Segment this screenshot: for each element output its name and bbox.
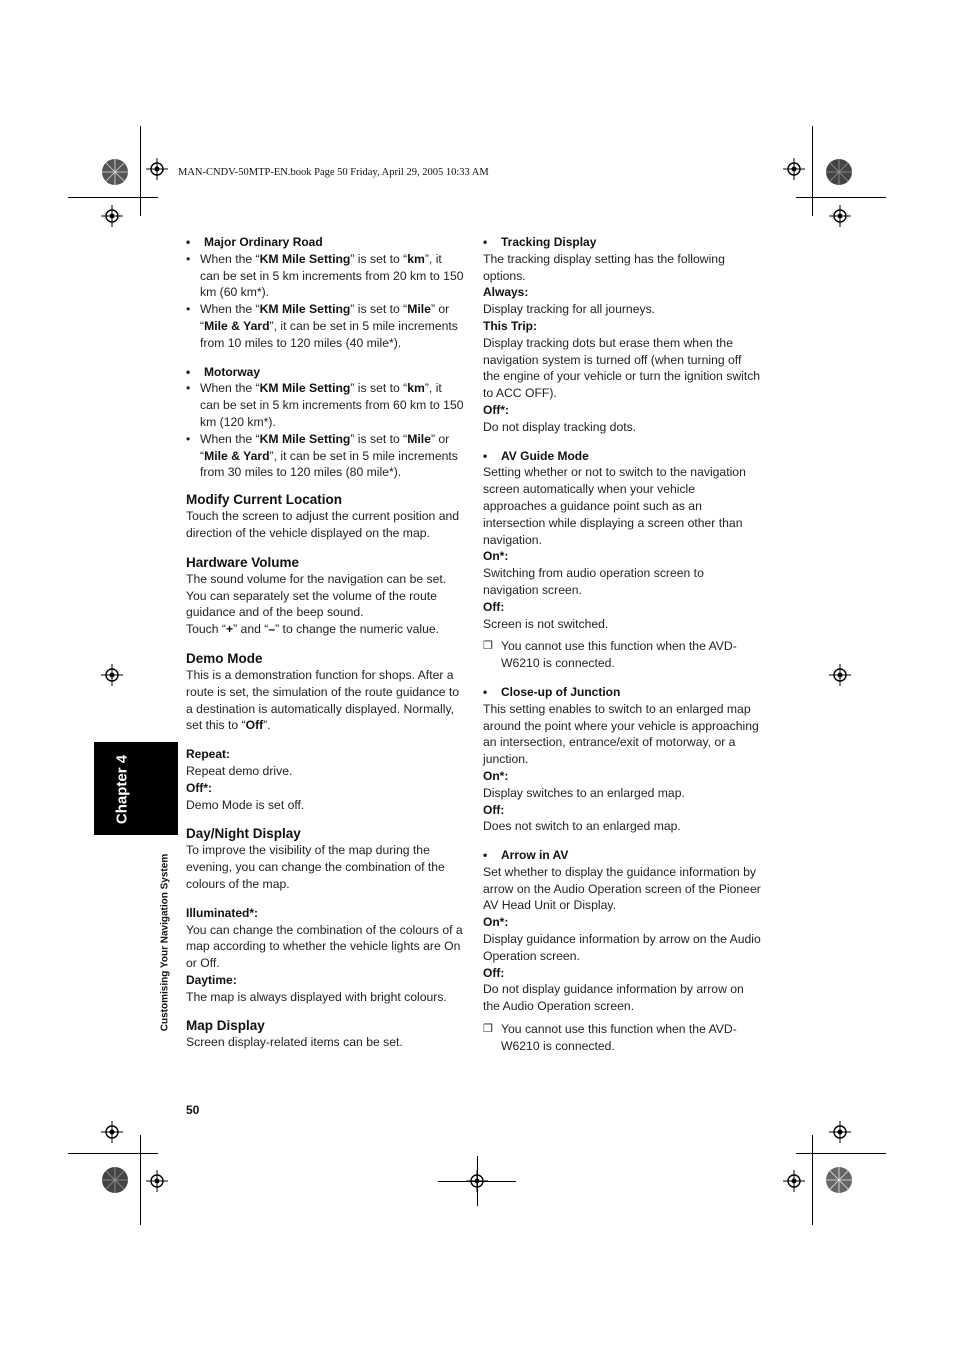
- option-label: This Trip:: [483, 318, 537, 333]
- paragraph: Does not switch to an enlarged map.: [483, 819, 681, 834]
- registration-mark-icon: [101, 1121, 123, 1143]
- print-wheel-icon: [101, 1166, 129, 1194]
- chapter-label: Chapter 4: [113, 754, 131, 825]
- subheading: • Close-up of Junction: [483, 684, 761, 701]
- crop-line: [68, 197, 158, 198]
- print-wheel-icon: [825, 158, 853, 186]
- page-number: 50: [186, 1103, 200, 1117]
- paragraph: Display tracking dots but erase them when the navigation system is turned off (when turning off the engine of your vehicle or turn the ignition switch to ACC OFF).: [483, 335, 761, 401]
- paragraph: Demo Mode is set off.: [186, 797, 305, 812]
- paragraph: Screen is not switched.: [483, 616, 609, 631]
- crop-line: [140, 1135, 141, 1225]
- paragraph: Display tracking for all journeys.: [483, 302, 656, 317]
- paragraph: Screen display-related items can be set.: [186, 1035, 403, 1050]
- right-column: [483, 234, 761, 1055]
- paragraph: The map is always displayed with bright colours.: [186, 989, 447, 1004]
- registration-mark-icon: [783, 1170, 805, 1192]
- paragraph: Display switches to an enlarged map.: [483, 785, 685, 800]
- paragraph: Display guidance information by arrow on the Audio Operation screen.: [483, 932, 761, 963]
- option-label: On*:: [483, 915, 509, 930]
- option-label: On*:: [483, 549, 509, 564]
- registration-mark-icon: [146, 1170, 168, 1192]
- subheading: • Major Ordinary Road: [186, 234, 464, 251]
- paragraph: This setting enables to switch to an enlarged map around the point where your vehicle is approaching an intersection, entrance/exit of motorway, or a junction.: [483, 701, 759, 767]
- paragraph: Repeat demo drive.: [186, 763, 293, 778]
- subheading: • Arrow in AV: [483, 847, 761, 864]
- crop-line: [796, 197, 886, 198]
- registration-mark-icon: [829, 1121, 851, 1143]
- paragraph: Setting whether or not to switch to the navigation screen automatically when your vehicle approaches a guidance point such as an intersection while displaying a screen other than navigation.: [483, 465, 746, 547]
- list-item: • When the “KM Mile Setting” is set to “Mile” or “Mile & Yard”, it can be set in 5 mile increments from 30 miles to 120 miles (80 mile*).: [186, 431, 464, 481]
- section-heading: Map Display: [186, 1018, 265, 1034]
- registration-mark-icon: [783, 158, 805, 180]
- registration-mark-icon: [101, 205, 123, 227]
- registration-mark-icon: [829, 664, 851, 686]
- option-label: Repeat:: [186, 747, 231, 762]
- crop-line: [812, 1135, 813, 1225]
- option-label: Off:: [483, 599, 505, 614]
- option-label: Off*:: [483, 402, 509, 417]
- chapter-tab: [94, 742, 178, 835]
- option-label: Off*:: [186, 780, 212, 795]
- paragraph: To improve the visibility of the map during the evening, you can change the combination of the colours of the map.: [186, 843, 445, 891]
- list-item: • When the “KM Mile Setting” is set to “Mile” or “Mile & Yard”, it can be set in 5 mile increments from 10 miles to 120 miles (40 mile*).: [186, 301, 464, 351]
- paragraph: Do not display guidance information by arrow on the Audio Operation screen.: [483, 982, 744, 1014]
- crop-line: [140, 126, 141, 216]
- note: ❐ You cannot use this function when the AVD-W6210 is connected.: [483, 1021, 761, 1055]
- option-label: Daytime:: [186, 972, 237, 987]
- registration-mark-icon: [829, 205, 851, 227]
- list-item: • When the “KM Mile Setting” is set to “km”, it can be set in 5 km increments from 20 km to 150 km (60 km*).: [186, 251, 464, 301]
- subheading: • Motorway: [186, 364, 464, 381]
- paragraph: You can change the combination of the colours of a map according to whether the vehicle lights are On or Off.: [186, 922, 463, 971]
- note: ❐ You cannot use this function when the AVD-W6210 is connected.: [483, 638, 761, 672]
- paragraph: This is a demonstration function for shops. After a route is set, the simulation of the route guidance to a destination is automatically displayed. Normally, set this to “Off”.: [186, 667, 460, 733]
- print-wheel-icon: [825, 1166, 853, 1194]
- option-label: Always:: [483, 285, 529, 300]
- option-label: Off:: [483, 802, 505, 817]
- paragraph: The sound volume for the navigation can be set. You can separately set the volume of the route guidance and of the beep sound.: [186, 571, 447, 620]
- paragraph: Do not display tracking dots.: [483, 419, 637, 434]
- paragraph: Touch “+” and “–” to change the numeric value.: [186, 622, 440, 637]
- crop-line: [477, 1156, 478, 1206]
- option-label: Illuminated*:: [186, 905, 259, 920]
- section-heading: Day/Night Display: [186, 826, 301, 842]
- section-heading: Hardware Volume: [186, 554, 300, 570]
- paragraph: Set whether to display the guidance information by arrow on the Audio Operation screen of the Pioneer AV Head Unit or Display.: [483, 864, 761, 913]
- option-label: Off:: [483, 965, 505, 980]
- crop-line: [812, 126, 813, 216]
- crop-line: [68, 1153, 158, 1154]
- section-heading: Demo Mode: [186, 650, 263, 666]
- crop-line: [796, 1153, 886, 1154]
- registration-mark-icon: [101, 664, 123, 686]
- side-section-title: Customising Your Navigation System: [159, 853, 171, 1032]
- option-label: On*:: [483, 768, 509, 783]
- registration-mark-icon: [146, 158, 168, 180]
- left-column: [186, 234, 464, 1051]
- paragraph: The tracking display setting has the following options.: [483, 251, 725, 283]
- subheading: • Tracking Display: [483, 234, 761, 251]
- print-wheel-icon: [101, 158, 129, 186]
- file-header: MAN-CNDV-50MTP-EN.book Page 50 Friday, April 29, 2005 10:33 AM: [178, 167, 489, 178]
- section-heading: Modify Current Location: [186, 492, 342, 508]
- subheading: • AV Guide Mode: [483, 448, 761, 465]
- paragraph: Touch the screen to adjust the current position and direction of the vehicle displayed on the map.: [186, 509, 460, 540]
- list-item: • When the “KM Mile Setting” is set to “km”, it can be set in 5 km increments from 60 km to 150 km (120 km*).: [186, 380, 464, 430]
- paragraph: Switching from audio operation screen to navigation screen.: [483, 566, 704, 597]
